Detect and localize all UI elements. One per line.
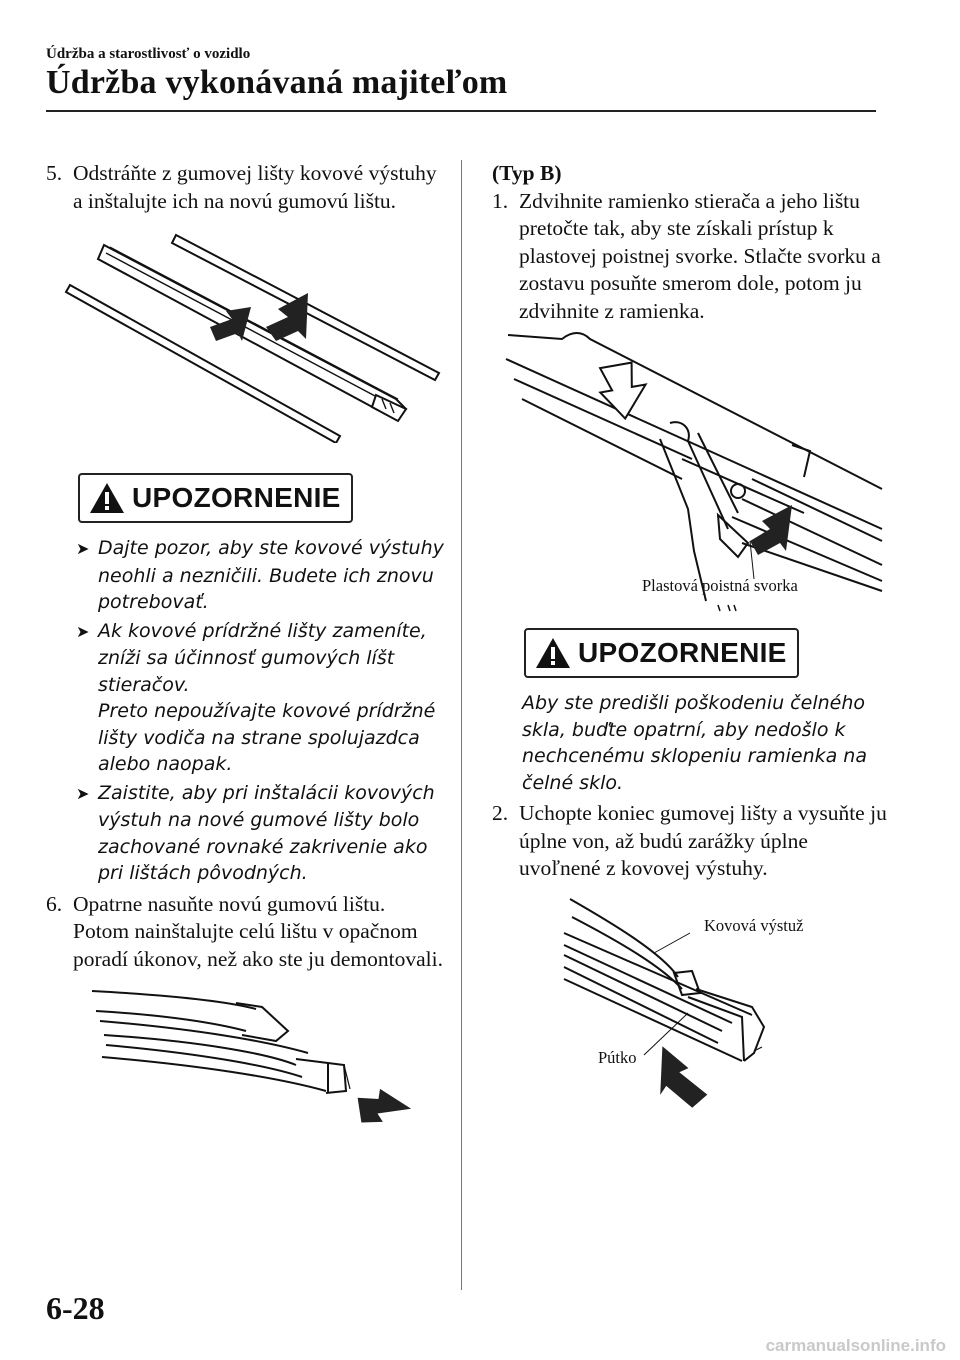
step-2	[492, 800, 892, 883]
step-text: Uchopte koniec gumovej lišty a vysuňte ju úplne von, až budú zarážky úplne uvoľnené z kovovej výstuhy.	[519, 801, 887, 880]
warning-badge	[524, 628, 799, 678]
header-rule	[46, 110, 876, 112]
arrow-icon	[350, 1083, 414, 1137]
step-6	[46, 891, 446, 974]
figure-clip-release	[492, 329, 892, 614]
step-text: Zdvihnite ramienko stierača a jeho lištu pretočte tak, aby ste získali prístup k plastovej poistnej svorke. Stlačte svorku a zostavu posuňte smerom dole, potom ju zdvihnite z ramienka.	[519, 188, 881, 323]
step-number: 1.	[492, 188, 509, 213]
arrow-icon	[596, 361, 651, 422]
warning-badge	[78, 473, 353, 523]
warning-triangle-icon	[534, 636, 572, 670]
chevron-right-icon: ➤	[76, 783, 90, 803]
column-separator	[461, 160, 462, 1290]
step-number: 2.	[492, 801, 509, 825]
watermark: carmanualsonline.info	[765, 1336, 946, 1355]
type-label: (Typ B)	[492, 161, 562, 185]
step-text: Odstráňte z gumovej lišty kovové výstuhy a inštalujte ich na novú gumovú lištu.	[73, 161, 437, 213]
chevron-right-icon: ➤	[76, 539, 90, 558]
step-5	[46, 160, 446, 215]
warning-label: UPOZORNENIE	[578, 637, 787, 668]
figure-label-clip: Plastová poistná svorka	[642, 576, 798, 595]
arrow-icon	[651, 1046, 715, 1108]
warning-triangle-icon	[88, 481, 126, 515]
warning-label: UPOZORNENIE	[132, 482, 341, 513]
warning-item: ➤ Zaistite, aby pri inštalácii kovových výstuh na nové gumové lišty bolo zachované rovnaké zakrivenie ako pri lištách pôvodných.	[76, 781, 435, 884]
warning-item: ➤ Ak kovové prídržné lišty zameníte, zníži sa účinnosť gumových líšt stieračov. Preto nepoužívajte kovové prídržné lišty vodiča na strane spolujazdca alebo naopak.	[76, 619, 436, 775]
warning-list	[76, 535, 446, 887]
figure-label-loop: Pútko	[598, 1047, 637, 1067]
breadcrumb: Údržba a starostlivosť o vozidlo	[46, 46, 251, 62]
step-text: Opatrne nasuňte novú gumovú lištu. Potom nainštalujte celú lištu v opačnom poradí úkonov, než ako ste ju demontovali.	[73, 891, 443, 971]
step-number: 6.	[46, 891, 63, 916]
page-number: 6-28	[46, 1290, 105, 1326]
right-column	[492, 160, 892, 1108]
figure-blade-removal	[492, 893, 892, 1108]
step-number: 5.	[46, 161, 63, 185]
figure-blade-insert	[46, 979, 446, 1159]
page-title: Údržba vykonávaná majiteľom	[46, 64, 508, 101]
warning-item: ➤ Dajte pozor, aby ste kovové výstuhy neohli a nezničili. Budete ich znovu potrebovať.	[76, 537, 444, 613]
chevron-right-icon: ➤	[76, 621, 90, 641]
figure-stiffener-removal	[46, 223, 446, 443]
figure-label-stiffener: Kovová výstuž	[704, 915, 804, 935]
left-column	[46, 160, 446, 1159]
step-1	[492, 188, 892, 326]
warning-text: Aby ste predišli poškodeniu čelného skla, buďte opatrní, aby nedošlo k nechcenému sklopeniu ramienka na čelné sklo.	[522, 692, 867, 794]
